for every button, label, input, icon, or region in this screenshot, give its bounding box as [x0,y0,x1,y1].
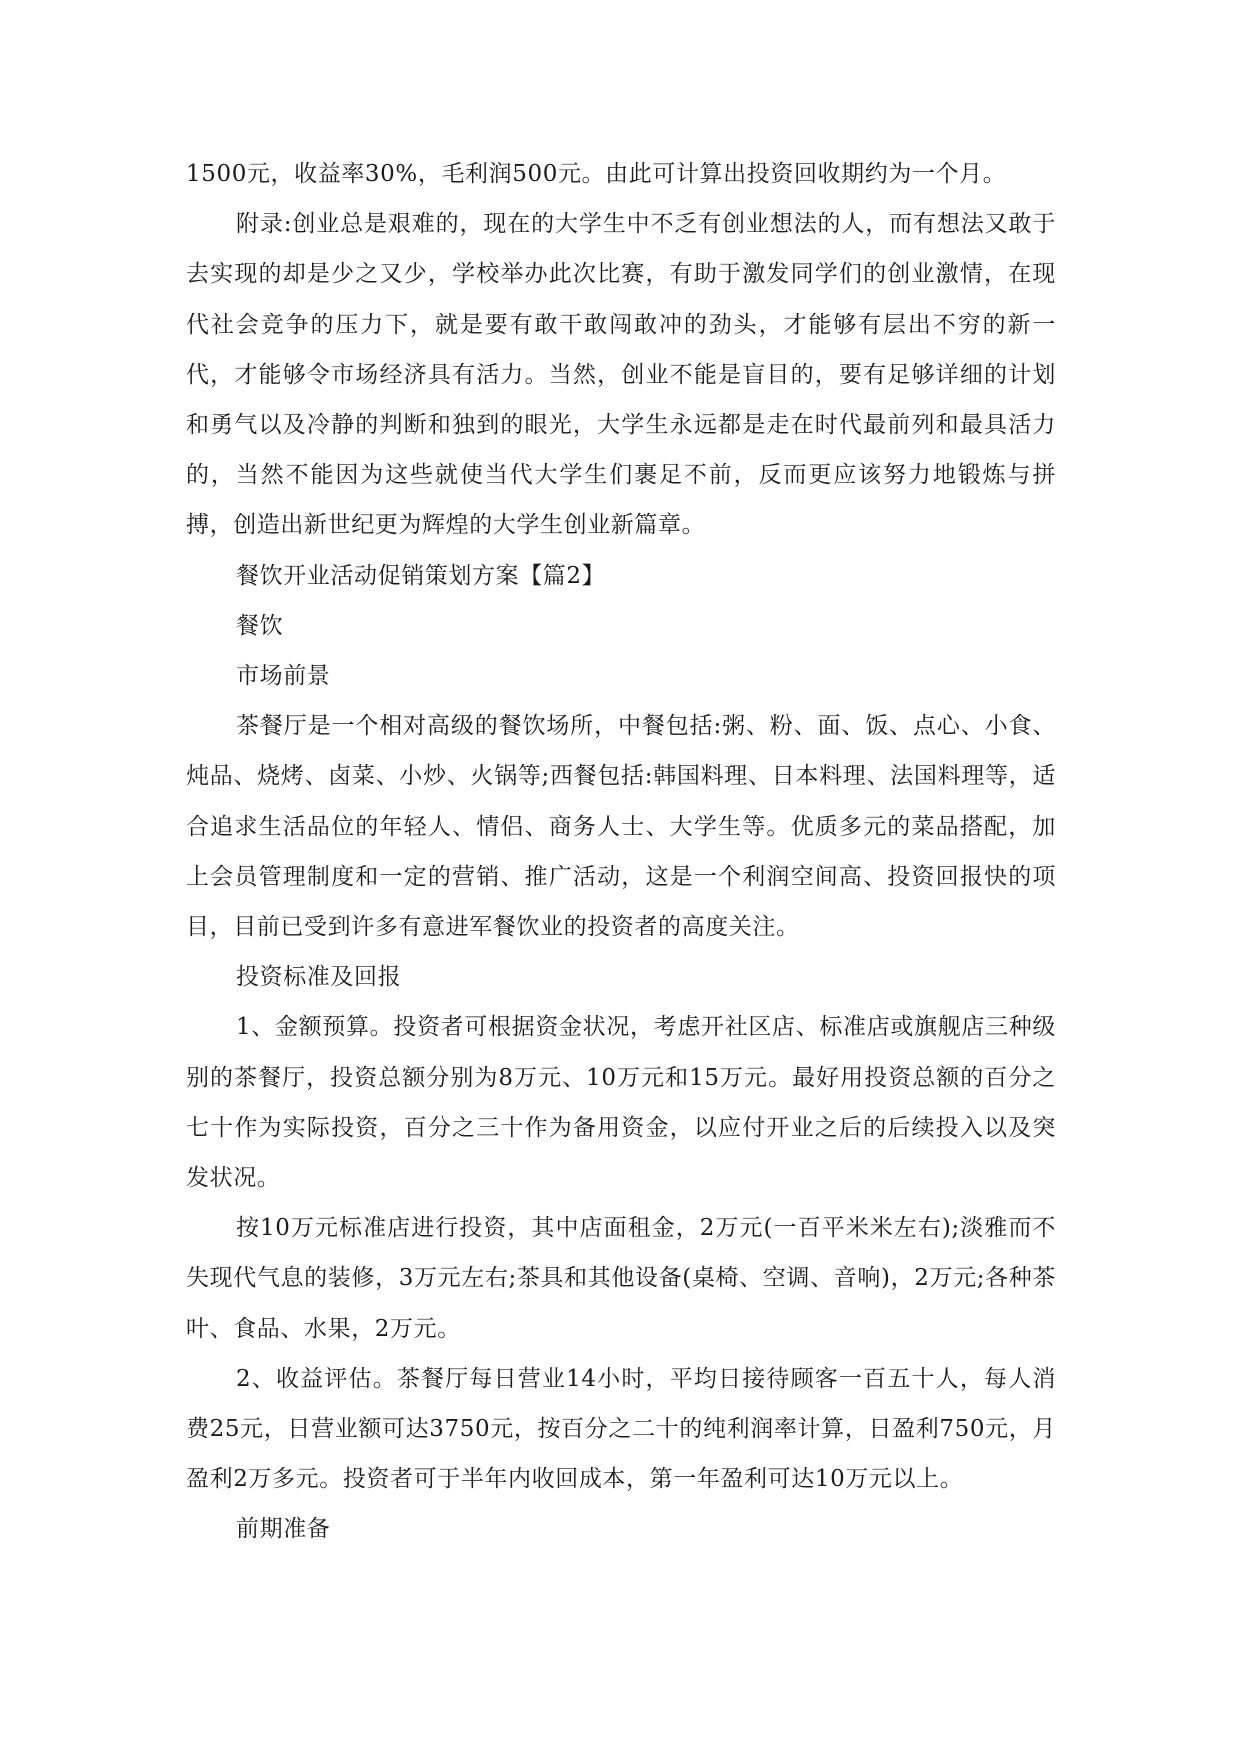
subheading-preparation: 前期准备 [236,1516,331,1543]
subheading-catering: 餐饮 [236,612,284,639]
paragraph-appendix: 附录:创业总是艰难的，现在的大学生中不乏有创业想法的人，而有想法又敢于去实现的却是少之又少，学校举办此次比赛，有助于激发同学们的创业激情，在现代社会竞争的压力下，就是要有敢干敢闯敢冲的劲头，才能够有层出不穷的新一代，才能够令市场经济具有活力。当然，创业不能是盲目的，要有足够详细的计划和勇气以及冷静的判断和独到的眼光，大学生永远都是走在时代最前列和最具活力的，当然不能因为这些就使当代大学生们裹足不前，反而更应该努力地锻炼与拼搏，创造出新世纪更为辉煌的大学生创业新篇章。 [186,211,1056,539]
paragraph-market-description: 茶餐厅是一个相对高级的餐饮场所，中餐包括:粥、粉、面、饭、点心、小食、炖品、烧烤、卤菜、小炒、火锅等;西餐包括:韩国料理、日本料理、法国料理等，适合追求生活品位的年轻人、情侣、商务人士、大学生等。优质多元的菜品搭配，加上会员管理制度和一定的营销、推广活动，这是一个利润空间高、投资回报快的项目，目前已受到许多有意进军餐饮业的投资者的高度关注。 [186,713,1056,941]
document-page [186,149,1056,1555]
paragraph-revenue-assessment: 2、收益评估。茶餐厅每日营业14小时，平均日接待顾客一百五十人，每人消费25元，日营业额可达3750元，按百分之二十的纯利润率计算，日盈利750元，月盈利2万多元。投资者可于半年内收回成本，第一年盈利可达10万元以上。 [186,1365,1056,1493]
paragraph-standard-store-costs: 按10万元标准店进行投资，其中店面租金，2万元(一百平米米左右);淡雅而不失现代气息的装修，3万元左右;茶具和其他设备(桌椅、空调、音响)，2万元;各种茶叶、食品、水果，2万元。 [186,1215,1056,1342]
subheading-market-prospect: 市场前景 [236,663,331,690]
section-title-plan-2: 餐饮开业活动促销策划方案【篇2】 [236,562,606,589]
subheading-investment-return: 投资标准及回报 [236,964,402,991]
paragraph-payback-period: 1500元，收益率30%，毛利润500元。由此可计算出投资回收期约为一个月。 [186,161,1007,187]
paragraph-budget: 1、金额预算。投资者可根据资金状况，考虑开社区店、标准店或旗舰店三种级别的茶餐厅，投资总额分别为8万元、10万元和15万元。最好用投资总额的百分之七十作为实际投资，百分之三十作为备用资金，以应付开业之后的后续投入以及突发状况。 [186,1014,1056,1192]
